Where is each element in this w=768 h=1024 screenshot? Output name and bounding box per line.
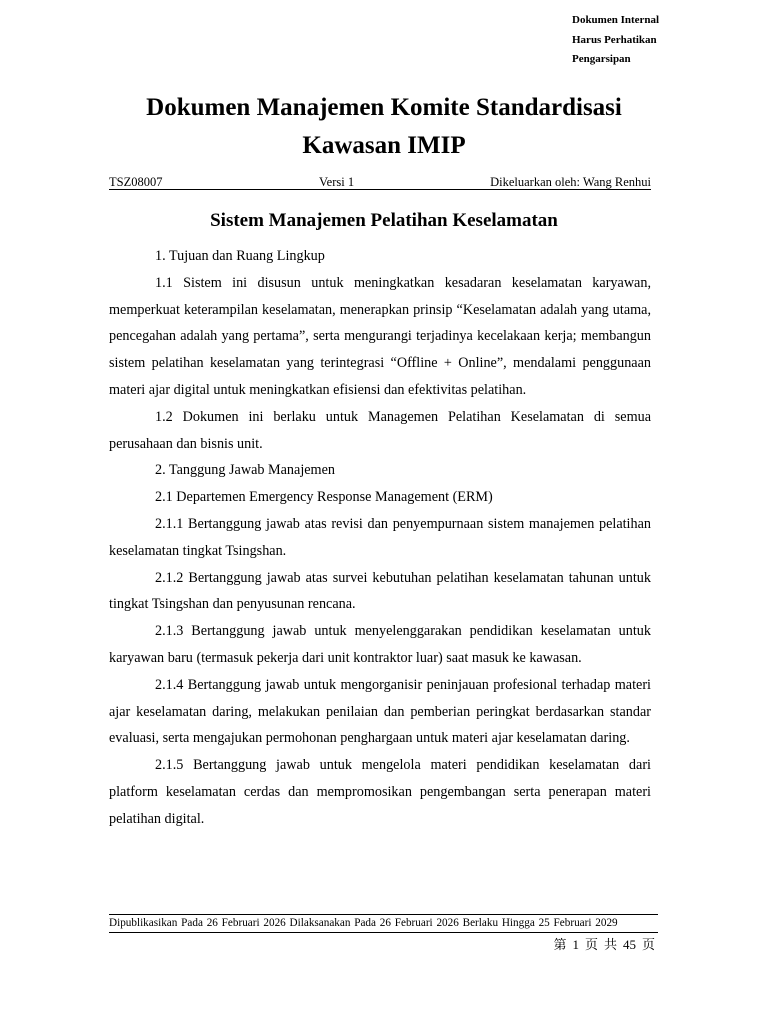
total-pages: 45 <box>622 937 636 952</box>
paragraph-2-1-1: 2.1.1 Bertanggung jawab atas revisi dan penyempurnaan sistem manajemen pelatihan keselamatan tingkat Tsingshan. <box>109 515 651 559</box>
paragraph-1-2: 1.2 Dokumen ini berlaku untuk Managemen Pelatihan Keselamatan di semua perusahaan dan bisnis unit. <box>109 408 651 452</box>
heading-2: 2. Tanggung Jawab Manajemen <box>155 462 335 479</box>
page-number <box>547 936 655 954</box>
document-version: Versi 1 <box>319 175 355 189</box>
document-meta-row <box>109 175 651 190</box>
page-label-ye-2: 页 <box>641 937 655 952</box>
page-label-ye: 页 <box>584 937 598 952</box>
document-code: TSZ08007 <box>109 175 163 189</box>
note-line-2: Harus Perhatikan <box>572 33 657 46</box>
document-body <box>109 243 651 833</box>
note-line-1: Dokumen Internal <box>572 14 660 26</box>
paragraph-2-1-2: 2.1.2 Bertanggung jawab atas survei kebutuhan pelatihan keselamatan tahunan untuk tingkat Tsingshan dan penyusunan rencana. <box>109 569 651 613</box>
document-title-line-2: Kawasan IMIP <box>302 132 466 159</box>
heading-1: 1. Tujuan dan Ruang Lingkup <box>155 248 325 264</box>
paragraph-2-1-4: 2.1.4 Bertanggung jawab untuk mengorganisir peninjauan profesional terhadap materi ajar keselamatan daring, melakukan penilaian dan pemberian peringkat berdasarkan standar evaluasi, serta mengajukan permohonan penghargaan untuk materi ajar keselamatan daring. <box>109 676 651 747</box>
heading-2-1: 2.1 Departemen Emergency Response Management (ERM) <box>155 489 493 506</box>
page-label-gong: 共 <box>603 937 617 952</box>
paragraph-2-1-5: 2.1.5 Bertanggung jawab untuk mengelola materi pendidikan keselamatan dari platform keselamatan cerdas dan mempromosikan pengembangan serta penerapan materi pelatihan digital. <box>109 757 651 827</box>
document-issuer: Dikeluarkan oleh: Wang Renhui <box>490 175 651 189</box>
publication-dates: Dipublikasikan Pada 26 Februari 2026 Dilaksanakan Pada 26 Februari 2026 Berlaku Hingga 25 Februari 2029 <box>109 914 658 933</box>
document-title-line-1: Dokumen Manajemen Komite Standardisasi <box>146 94 622 121</box>
paragraph-1-1: 1.1 Sistem ini disusun untuk meningkatkan kesadaran keselamatan karyawan, memperkuat keterampilan keselamatan, menerapkan prinsip “Keselamatan adalah yang utama, pencegahan adalah yang pertama”, serta mengurangi terjadinya kecelakaan kerja; membangun sistem pelatihan keselamatan yang terintegrasi “Offline + Online”, mendalami penggunaan materi ajar digital untuk meningkatkan efisiensi dan efektivitas pelatihan. <box>109 274 651 398</box>
paragraph-2-1-3: 2.1.3 Bertanggung jawab untuk menyelenggarakan pendidikan keselamatan untuk karyawan baru (termasuk pekerja dari unit kontraktor luar) saat masuk ke kawasan. <box>109 623 651 666</box>
section-title: Sistem Manajemen Pelatihan Keselamatan <box>210 210 558 231</box>
current-page: 1 <box>572 937 579 952</box>
document-title <box>0 89 768 165</box>
internal-document-note <box>572 11 659 70</box>
page-label-di: 第 <box>553 937 567 952</box>
note-line-3: Pengarsipan <box>572 53 631 65</box>
